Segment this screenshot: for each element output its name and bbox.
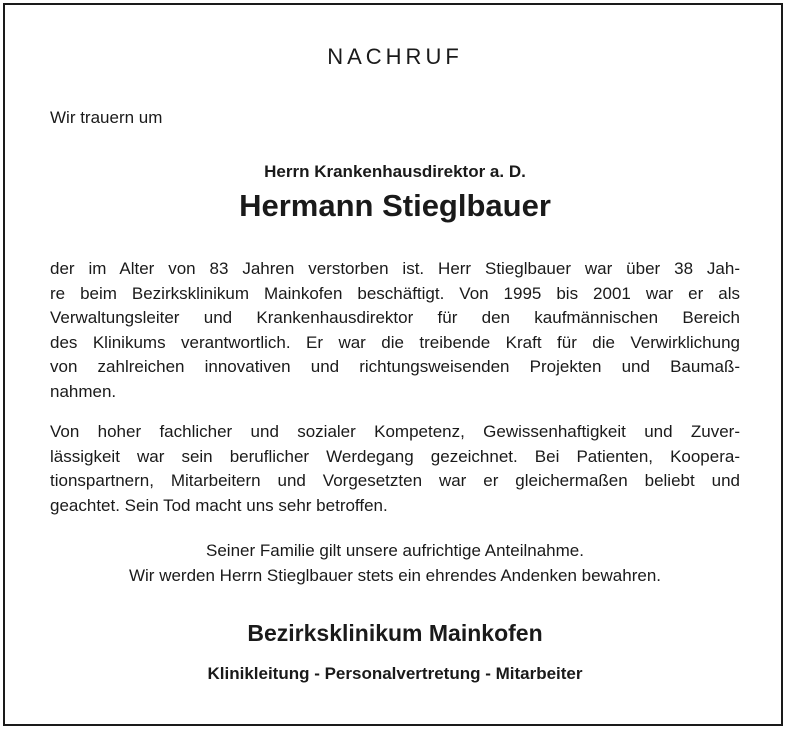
text-line: des Klinikums verantwortlich. Er war die treibende Kraft für die Verwirklichung — [50, 332, 740, 352]
notice-heading: NACHRUF — [327, 44, 463, 69]
deceased-title: Herrn Krankenhausdirektor a. D. — [264, 162, 526, 181]
text-line: der im Alter von 83 Jahren verstorben ist. Herr Stieglbauer war über 38 Jah- — [50, 259, 740, 278]
text-line: geachtet. Sein Tod macht uns sehr betroffen. — [50, 495, 388, 515]
text-line: von zahlreichen innovativen und richtungsweisenden Projekten und Baumaß- — [50, 357, 740, 376]
text-line: Von hoher fachlicher und sozialer Kompetenz, Gewissenhaftigkeit und Zuver- — [50, 422, 740, 441]
condolence-line: Wir werden Herrn Stieglbauer stets ein ehrendes Andenken bewahren. — [128, 566, 662, 585]
tribute-paragraph — [50, 420, 740, 518]
text-line: Verwaltungsleiter und Krankenhausdirektor für den kaufmännischen Bereich — [50, 308, 740, 327]
text-line: re beim Bezirksklinikum Mainkofen beschäftigt. Von 1995 bis 2001 war er als — [50, 283, 740, 303]
text-line: lässigkeit war sein beruflicher Werdegang gezeichnet. Bei Patienten, Koopera- — [50, 446, 740, 466]
text-line: nahmen. — [50, 381, 117, 401]
biography-paragraph — [50, 257, 740, 404]
condolence-line: Seiner Familie gilt unsere aufrichtige Anteilnahme. — [206, 541, 584, 560]
organization-name: Bezirksklinikum Mainkofen — [247, 620, 543, 646]
condolence-block — [0, 538, 790, 588]
text-line: tionspartnern, Mitarbeitern und Vorgesetzten war er gleichermaßen beliebt und — [50, 471, 740, 490]
intro-line: Wir trauern um — [50, 108, 163, 127]
deceased-name: Hermann Stieglbauer — [239, 188, 551, 223]
departments-line: Klinikleitung - Personalvertretung - Mitarbeiter — [207, 664, 583, 683]
